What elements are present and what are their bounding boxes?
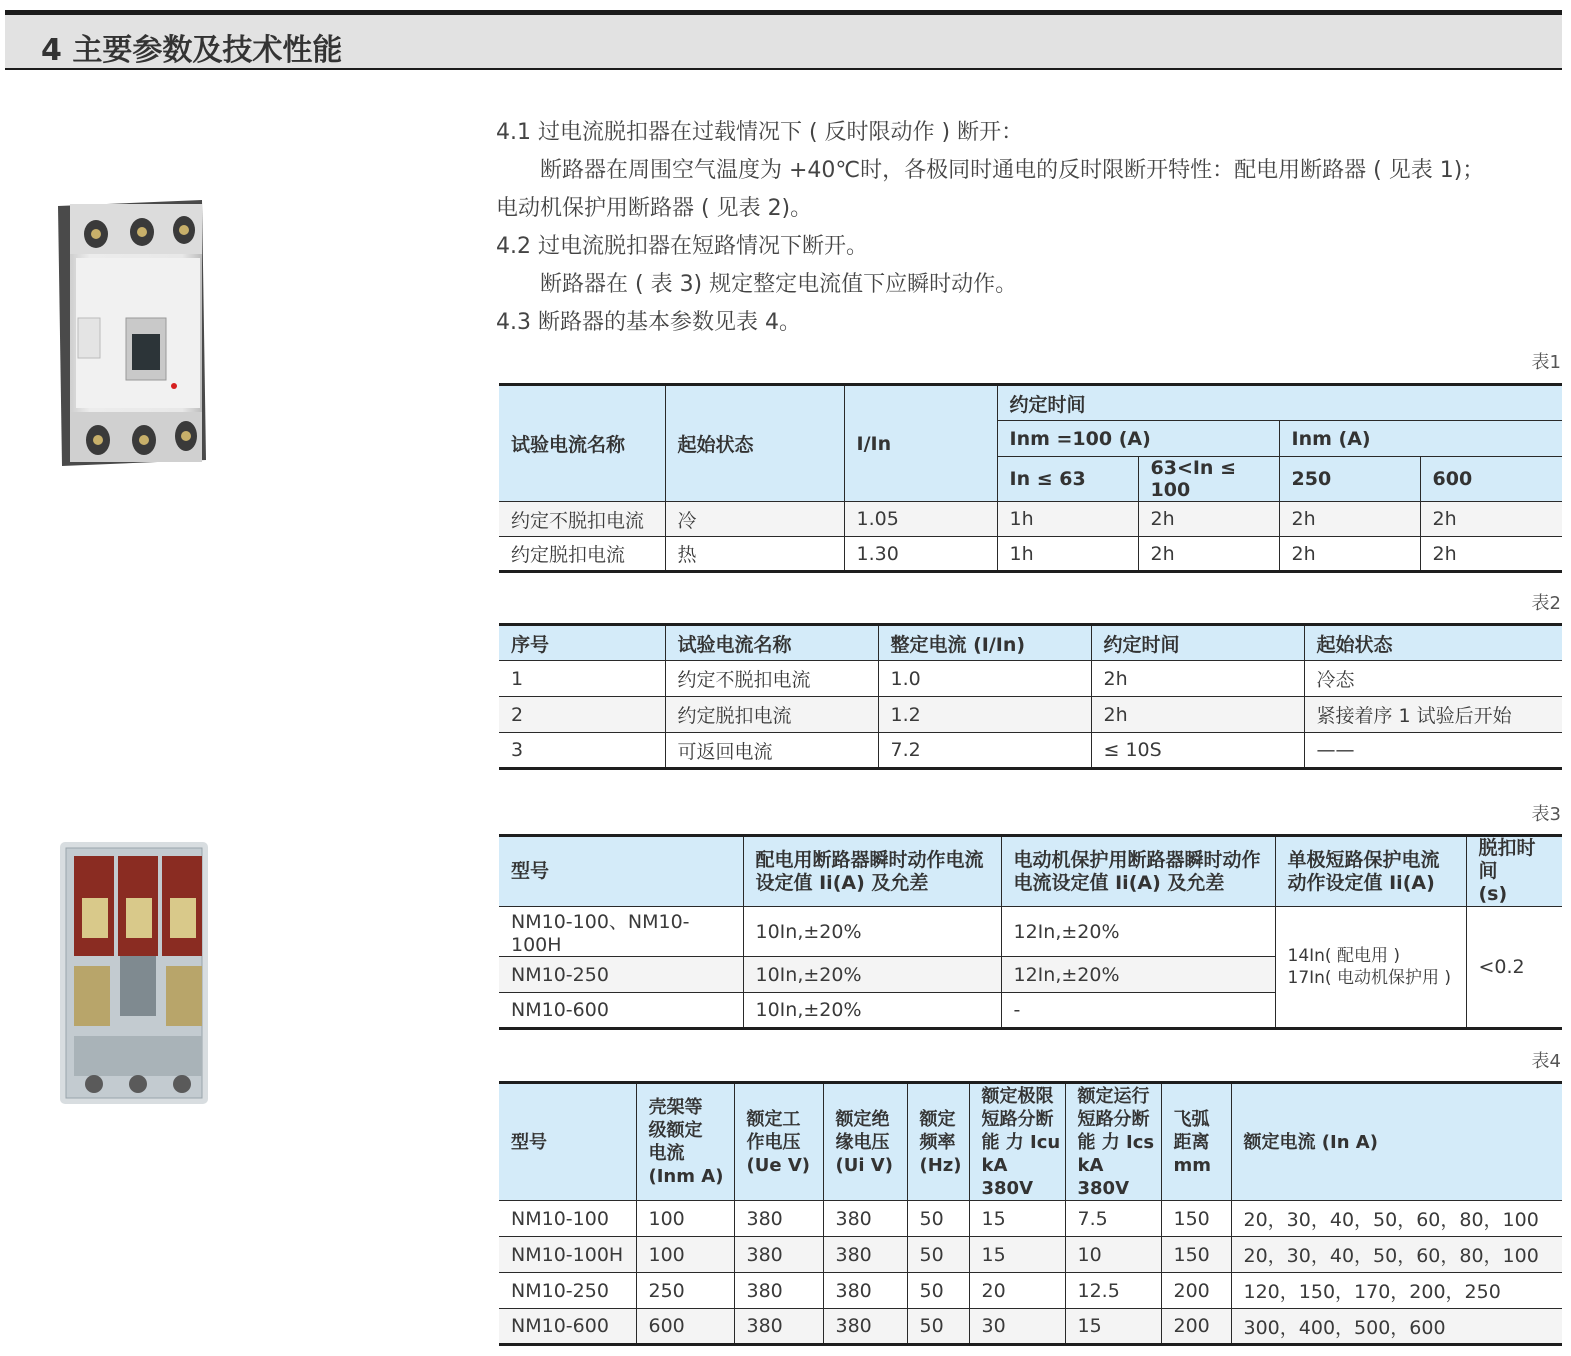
table2-header-cell: 整定电流 (I/In) (878, 625, 1091, 661)
table4-row (499, 1201, 1562, 1237)
table2-header-row (499, 625, 1562, 661)
table4-cell: 380 (823, 1201, 907, 1237)
table1-cell: 约定脱扣电流 (499, 537, 665, 572)
table2 (499, 623, 1562, 770)
table4-cell: 200 (1161, 1273, 1231, 1309)
table3 (499, 834, 1562, 1030)
table2-label: 表2 (1531, 593, 1561, 614)
table3-cell: NM10-250 (499, 957, 743, 993)
table1-header-inm: Inm (A) (1279, 421, 1562, 457)
table1-cell: 2h (1279, 537, 1420, 572)
table1-cell: 约定不脱扣电流 (499, 502, 665, 537)
intro-line: 4.2 过电流脱扣器在短路情况下断开。 (496, 234, 868, 259)
table4-header-cell: 型号 (499, 1083, 636, 1201)
table3-header-cell: 单极短路保护电流 动作设定值 Ii(A) (1275, 836, 1466, 907)
table3-single-pole-line: 14In( 配电用 ) (1287, 946, 1400, 966)
intro-line: 4.1 过电流脱扣器在过载情况下 ( 反时限动作 ) 断开： (496, 120, 1024, 145)
table1-cell: 热 (665, 537, 844, 572)
table3-header-row (499, 836, 1562, 907)
table2-cell: 2h (1091, 661, 1304, 697)
table1-header-le63: In ≤ 63 (997, 457, 1138, 502)
table2-cell: 约定脱扣电流 (665, 697, 878, 733)
table1-header-inm100: Inm =100 (A) (997, 421, 1279, 457)
table1-label: 表1 (1531, 352, 1561, 373)
table3-single-pole-cell (1275, 907, 1466, 1029)
table3-header-cell: 电动机保护用断路器瞬时动作 电流设定值 Ii(A) 及允差 (1001, 836, 1275, 907)
table4 (499, 1081, 1562, 1346)
table4-cell: 150 (1161, 1237, 1231, 1273)
table1-header-state: 起始状态 (665, 385, 844, 502)
table4-cell: 20，30，40，50，60，80，100 (1231, 1201, 1562, 1237)
table1-cell: 1.05 (844, 502, 997, 537)
table4-row (499, 1237, 1562, 1273)
table4-cell: NM10-250 (499, 1273, 636, 1309)
table3-cell: 10In,±20% (743, 957, 1001, 993)
table4-cell: 50 (907, 1237, 969, 1273)
table4-cell: 10 (1065, 1237, 1161, 1273)
table1-row (499, 537, 1562, 572)
table2-cell: 1 (499, 661, 665, 697)
table3-cell: 12In,±20% (1001, 957, 1275, 993)
table2-cell: 3 (499, 733, 665, 769)
table1-cell: 1.30 (844, 537, 997, 572)
table1-cell: 2h (1420, 537, 1562, 572)
table2-cell: 约定不脱扣电流 (665, 661, 878, 697)
table4-cell: 120，150，170，200，250 (1231, 1273, 1562, 1309)
table4-cell: 380 (823, 1309, 907, 1345)
table1-cell: 1h (997, 502, 1138, 537)
table3-header-cell: 型号 (499, 836, 743, 907)
table2-row (499, 733, 1562, 769)
table3-cell: - (1001, 993, 1275, 1029)
table1-header-600: 600 (1420, 457, 1562, 502)
table4-header-cell: 额定运行 短路分断 能 力 Ics kA 380V (1065, 1083, 1161, 1201)
table2-cell: 紧接着序 1 试验后开始 (1304, 697, 1562, 733)
table4-cell: 100 (636, 1237, 734, 1273)
table4-cell: 600 (636, 1309, 734, 1345)
table2-cell: 7.2 (878, 733, 1091, 769)
table4-cell: 380 (823, 1237, 907, 1273)
table1-cell: 冷 (665, 502, 844, 537)
table2-header-cell: 序号 (499, 625, 665, 661)
table2-cell: 2h (1091, 697, 1304, 733)
table3-cell: NM10-600 (499, 993, 743, 1029)
table1-cell: 2h (1138, 502, 1279, 537)
table3-row (499, 907, 1562, 957)
table1-cell: 2h (1279, 502, 1420, 537)
table4-cell: 200 (1161, 1309, 1231, 1345)
table2-row (499, 697, 1562, 733)
table4-cell: 50 (907, 1201, 969, 1237)
table1-cell: 2h (1138, 537, 1279, 572)
table1 (499, 383, 1562, 573)
table4-cell: 50 (907, 1309, 969, 1345)
table3-cell: NM10-100、NM10-100H (499, 907, 743, 957)
table4-cell: 380 (734, 1201, 823, 1237)
table4-header-cell: 额定绝 缘电压 (Ui V) (823, 1083, 907, 1201)
table2-cell: 1.0 (878, 661, 1091, 697)
table2-header-cell: 起始状态 (1304, 625, 1562, 661)
table1-cell: 1h (997, 537, 1138, 572)
table2-header-cell: 试验电流名称 (665, 625, 878, 661)
table2-cell: 冷态 (1304, 661, 1562, 697)
table1-header-ratio: I/In (844, 385, 997, 502)
table3-cell: 10In,±20% (743, 907, 1001, 957)
table4-row (499, 1273, 1562, 1309)
table4-cell: 12.5 (1065, 1273, 1161, 1309)
table4-cell: 150 (1161, 1201, 1231, 1237)
table4-cell: 50 (907, 1273, 969, 1309)
table4-header-cell: 额定工 作电压 (Ue V) (734, 1083, 823, 1201)
table4-cell: 300，400，500，600 (1231, 1309, 1562, 1345)
table1-header-63to100: 63<In ≤ 100 (1138, 457, 1279, 502)
table4-header-cell: 壳架等 级额定 电流 (Inm A) (636, 1083, 734, 1201)
table3-header-cell: 配电用断路器瞬时动作电流 设定值 Ii(A) 及允差 (743, 836, 1001, 907)
table1-row (499, 502, 1562, 537)
intro-line: 4.3 断路器的基本参数见表 4。 (496, 310, 801, 335)
breaker-front-image (56, 198, 208, 470)
intro-line: 电动机保护用断路器 ( 见表 2)。 (496, 196, 813, 221)
table4-cell: 15 (969, 1201, 1065, 1237)
table3-header-cell: 脱扣时间 (s) (1466, 836, 1562, 907)
table1-cell: 2h (1420, 502, 1562, 537)
table4-cell: 15 (969, 1237, 1065, 1273)
table4-cell: 380 (734, 1309, 823, 1345)
table1-header-time: 约定时间 (997, 385, 1562, 421)
table3-single-pole-line: 17In( 电动机保护用 ) (1287, 968, 1451, 988)
table4-cell: 100 (636, 1201, 734, 1237)
table4-cell: 250 (636, 1273, 734, 1309)
table3-cell: 12In,±20% (1001, 907, 1275, 957)
table2-cell: 2 (499, 697, 665, 733)
table4-cell: 380 (734, 1237, 823, 1273)
table2-cell: 可返回电流 (665, 733, 878, 769)
table4-header-cell: 额定电流 (In A) (1231, 1083, 1562, 1201)
table3-cell: 10In,±20% (743, 993, 1001, 1029)
intro-line: 断路器在周围空气温度为 +40℃时，各极同时通电的反时限断开特性：配电用断路器 ( 见表 1)； (540, 158, 1485, 183)
table4-cell: 30 (969, 1309, 1065, 1345)
table4-cell: 380 (734, 1273, 823, 1309)
table4-row (499, 1309, 1562, 1345)
table2-cell: —— (1304, 733, 1562, 769)
table2-cell: ≤ 10S (1091, 733, 1304, 769)
table4-cell: NM10-100 (499, 1201, 636, 1237)
table1-header-name: 试验电流名称 (499, 385, 665, 502)
table4-label: 表4 (1531, 1051, 1561, 1072)
table2-cell: 1.2 (878, 697, 1091, 733)
table3-trip-time-cell: <0.2 (1466, 907, 1562, 1029)
table2-row (499, 661, 1562, 697)
table4-cell: 380 (823, 1273, 907, 1309)
section-title: 4 主要参数及技术性能 (41, 33, 343, 68)
intro-line: 断路器在 ( 表 3) 规定整定电流值下应瞬时动作。 (540, 272, 1018, 297)
table4-cell: 15 (1065, 1309, 1161, 1345)
table4-cell: 20 (969, 1273, 1065, 1309)
table4-header-cell: 额定 频率 (Hz) (907, 1083, 969, 1201)
section-header (5, 10, 1562, 70)
table4-cell: 7.5 (1065, 1201, 1161, 1237)
breaker-internal-image (56, 836, 212, 1108)
table4-cell: NM10-100H (499, 1237, 636, 1273)
table2-header-cell: 约定时间 (1091, 625, 1304, 661)
table3-label: 表3 (1531, 804, 1561, 825)
table1-header-250: 250 (1279, 457, 1420, 502)
table4-cell: NM10-600 (499, 1309, 636, 1345)
intro-text (496, 114, 1562, 342)
table4-cell: 20，30，40，50，60，80，100 (1231, 1237, 1562, 1273)
table4-header-row (499, 1083, 1562, 1201)
table4-header-cell: 额定极限 短路分断 能 力 Icu kA 380V (969, 1083, 1065, 1201)
table4-header-cell: 飞弧 距离 mm (1161, 1083, 1231, 1201)
